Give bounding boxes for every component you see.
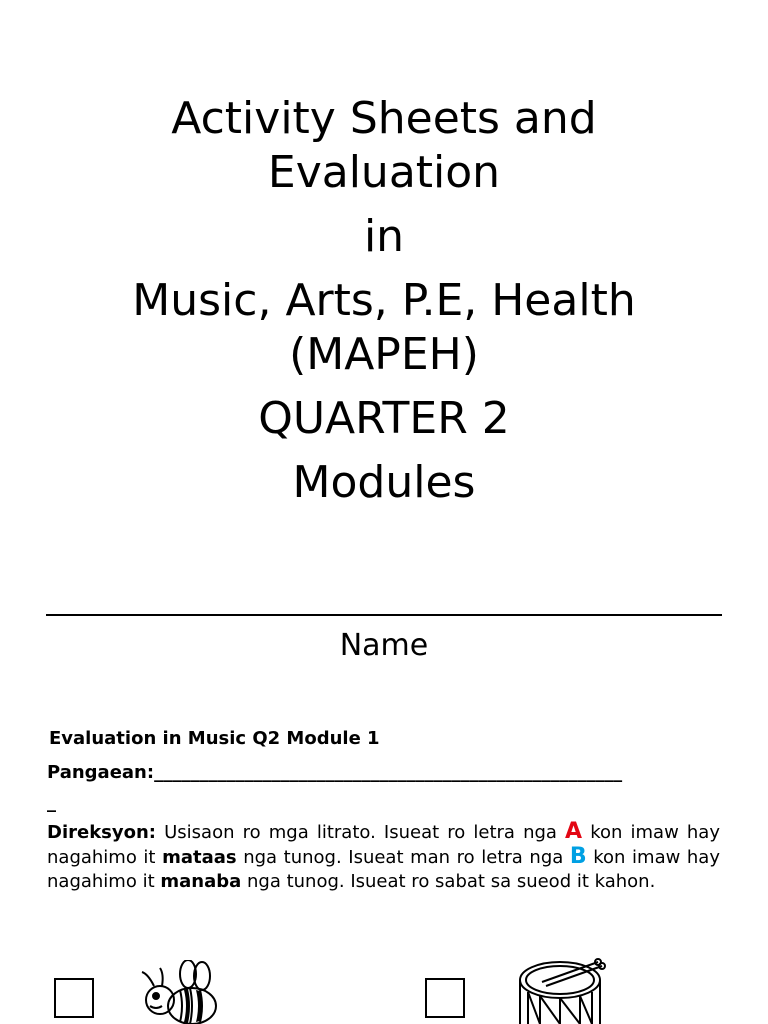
- direction-part-1: Usisaon ro mga litrato. Isueat ro letra nga: [156, 822, 566, 843]
- name-label: Name: [339, 628, 429, 663]
- pangaean-dash: _: [47, 792, 56, 813]
- evaluation-title: Evaluation in Music Q2 Module 1: [49, 728, 380, 749]
- direction-part-3: nga tunog. Isueat man ro letra nga: [236, 847, 570, 868]
- title-subject: Music, Arts, P.E, Health: [132, 275, 636, 326]
- letter-a: A: [565, 819, 583, 844]
- title-quarter: QUARTER 2: [258, 393, 510, 444]
- title-line-in: in: [363, 211, 405, 262]
- direksyon-label: Direksyon:: [47, 822, 156, 843]
- title-line-2: Evaluation: [267, 147, 501, 198]
- direction-part-4: kon imaw hay nagahimo it: [47, 847, 720, 892]
- pangaean-field[interactable]: [47, 762, 727, 784]
- name-line[interactable]: [46, 614, 722, 616]
- letter-b: B: [569, 844, 587, 869]
- manaba-word: manaba: [160, 871, 242, 892]
- title-mapeh: (MAPEH): [289, 329, 479, 380]
- mataas-word: mataas: [162, 847, 237, 868]
- bee-icon: [134, 960, 224, 1024]
- pangaean-label: Pangaean:: [47, 762, 155, 783]
- drum-icon: [512, 952, 612, 1024]
- direction-part-2: kon imaw hay nagahimo it: [47, 822, 720, 868]
- direction-part-5: nga tunog. Isueat ro sabat sa sueod it kahon.: [241, 871, 656, 892]
- pangaean-blank: ____________________________________________________: [154, 762, 623, 783]
- title-line-1: Activity Sheets and: [171, 93, 597, 144]
- title-modules: Modules: [292, 457, 476, 508]
- direction-text: [47, 820, 720, 894]
- title-block: [0, 92, 768, 510]
- answer-box-2[interactable]: [425, 978, 465, 1018]
- answer-box-1[interactable]: [54, 978, 94, 1018]
